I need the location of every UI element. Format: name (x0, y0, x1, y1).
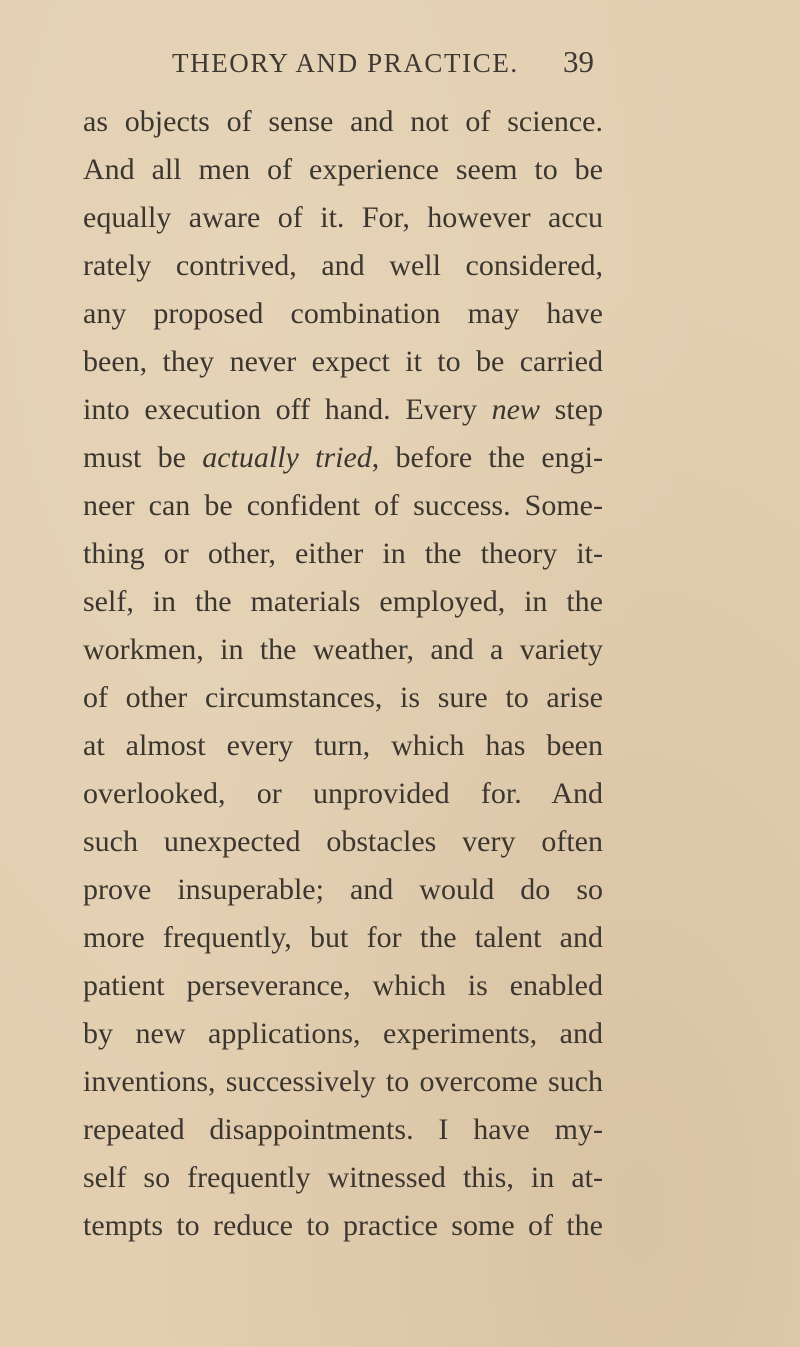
text-segment: such unexpected obstacles very often (83, 825, 603, 858)
text-line (83, 962, 603, 1010)
text-line (83, 1202, 603, 1250)
running-head (0, 40, 800, 90)
text-segment: tempts to reduce to practice some of the (83, 1209, 603, 1242)
text-segment: any proposed combination may have (83, 297, 603, 330)
italic-text: actually tried (202, 441, 372, 474)
italic-text: new (491, 393, 540, 426)
text-line (83, 338, 603, 386)
text-segment: must be (83, 441, 203, 474)
text-segment: workmen, in the weather, and a variety (83, 633, 603, 666)
text-segment: , before the engi- (371, 441, 603, 474)
text-segment: equally aware of it. For, however accu (83, 201, 603, 234)
text-segment: at almost every turn, which has been (83, 729, 603, 762)
text-line (83, 578, 603, 626)
text-segment: rately contrived, and well considered, (83, 249, 603, 282)
text-line (83, 1058, 603, 1106)
page-number: 39 (563, 44, 594, 79)
text-line (83, 674, 603, 722)
text-segment: neer can be confident of success. Some- (83, 489, 603, 522)
text-line (83, 242, 603, 290)
text-segment: as objects of sense and not of science. (83, 105, 603, 138)
text-line (83, 290, 603, 338)
text-segment: more frequently, but for the talent and (83, 921, 603, 954)
text-segment: thing or other, either in the theory it- (83, 537, 603, 570)
text-segment: of other circumstances, is sure to arise (83, 681, 603, 714)
text-segment: overlooked, or unprovided for. And (83, 777, 603, 810)
text-line (83, 482, 603, 530)
body-text (83, 98, 603, 1250)
text-line (83, 818, 603, 866)
text-line (83, 194, 603, 242)
text-line (83, 434, 603, 482)
text-line (83, 866, 603, 914)
text-line (83, 914, 603, 962)
text-line (83, 722, 603, 770)
text-line (83, 530, 603, 578)
text-segment: been, they never expect it to be carried (83, 345, 603, 378)
text-segment: inventions, successively to overcome such (83, 1065, 603, 1098)
text-line (83, 1106, 603, 1154)
text-segment: step (539, 393, 604, 426)
text-line (83, 146, 603, 194)
text-line (83, 1010, 603, 1058)
text-segment: by new applications, experiments, and (83, 1017, 603, 1050)
text-segment: prove insuperable; and would do so (83, 873, 603, 906)
text-line (83, 1154, 603, 1202)
running-head-title: THEORY AND PRACTICE. (172, 48, 519, 78)
text-line (83, 770, 603, 818)
text-segment: into execution off hand. Every (83, 393, 492, 426)
text-line (83, 386, 603, 434)
text-segment: self so frequently witnessed this, in at- (83, 1161, 603, 1194)
text-segment: self, in the materials employed, in the (83, 585, 603, 618)
text-segment: patient perseverance, which is enabled (83, 969, 603, 1002)
text-segment: repeated disappointments. I have my- (83, 1113, 603, 1146)
text-line (83, 98, 603, 146)
text-segment: And all men of experience seem to be (83, 153, 603, 186)
text-line (83, 626, 603, 674)
